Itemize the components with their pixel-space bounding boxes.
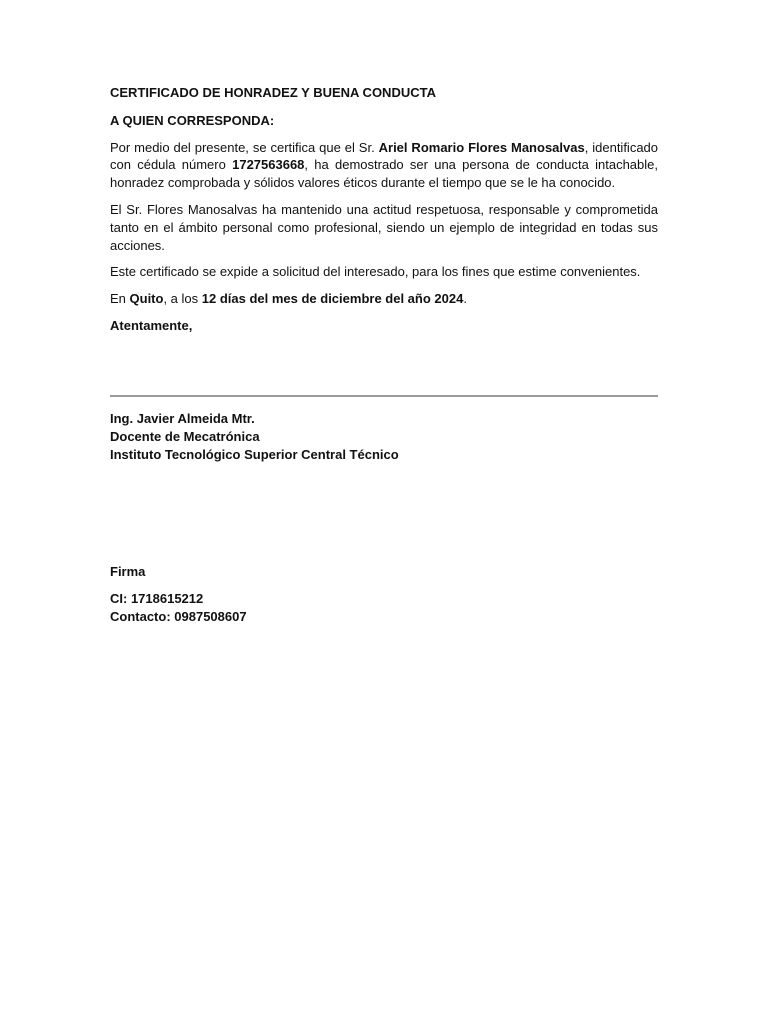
ci-number: CI: 1718615212 bbox=[110, 590, 204, 606]
signer-role: Docente de Mecatrónica bbox=[110, 428, 260, 444]
contact-number: Contacto: 0987508607 bbox=[110, 608, 247, 624]
firma-label: Firma bbox=[110, 564, 146, 579]
paragraph-text: Por medio del presente, se certifica que el Sr. bbox=[110, 139, 379, 155]
signer-institution: Instituto Tecnológico Superior Central Técnico bbox=[110, 446, 399, 462]
person-name: Ariel Romario Flores Manosalvas bbox=[378, 139, 585, 155]
certificate-body bbox=[110, 84, 658, 335]
paragraph-text: , identificado con cédula número bbox=[110, 139, 659, 173]
city: Quito bbox=[129, 291, 164, 307]
paragraph-text: , ha demostrado ser una persona de conducta intachable, honradez comprobada y sólidos valores éticos durante el tiempo que se le ha conocido. bbox=[110, 157, 658, 191]
paragraph-text: En bbox=[110, 291, 130, 307]
document-title: CERTIFICADO DE HONRADEZ Y BUENA CONDUCTA bbox=[110, 85, 436, 100]
paragraph-text: . bbox=[463, 291, 467, 307]
signature-line bbox=[110, 395, 658, 397]
paragraph-text: , a los bbox=[163, 291, 202, 307]
paragraph-purpose: Este certificado se expide a solicitud del interesado, para los fines que estime convenientes. bbox=[110, 264, 641, 280]
signer-name: Ing. Javier Almeida Mtr. bbox=[110, 411, 255, 426]
paragraph-place-date bbox=[110, 290, 658, 308]
signature-footer bbox=[110, 563, 658, 625]
issue-date: 12 días del mes de diciembre del año 2024 bbox=[201, 291, 464, 307]
cedula-number: 1727563668 bbox=[232, 157, 305, 173]
salutation: A QUIEN CORRESPONDA: bbox=[110, 112, 275, 128]
signer-block bbox=[110, 410, 658, 463]
paragraph-attitude: El Sr. Flores Manosalvas ha mantenido una actitud respetuosa, responsable y comprometida tanto en el ámbito personal como profesional, siendo un ejemplo de integridad en todas sus acciones. bbox=[110, 201, 658, 253]
paragraph-certification bbox=[110, 139, 658, 192]
closing: Atentamente, bbox=[110, 317, 193, 333]
